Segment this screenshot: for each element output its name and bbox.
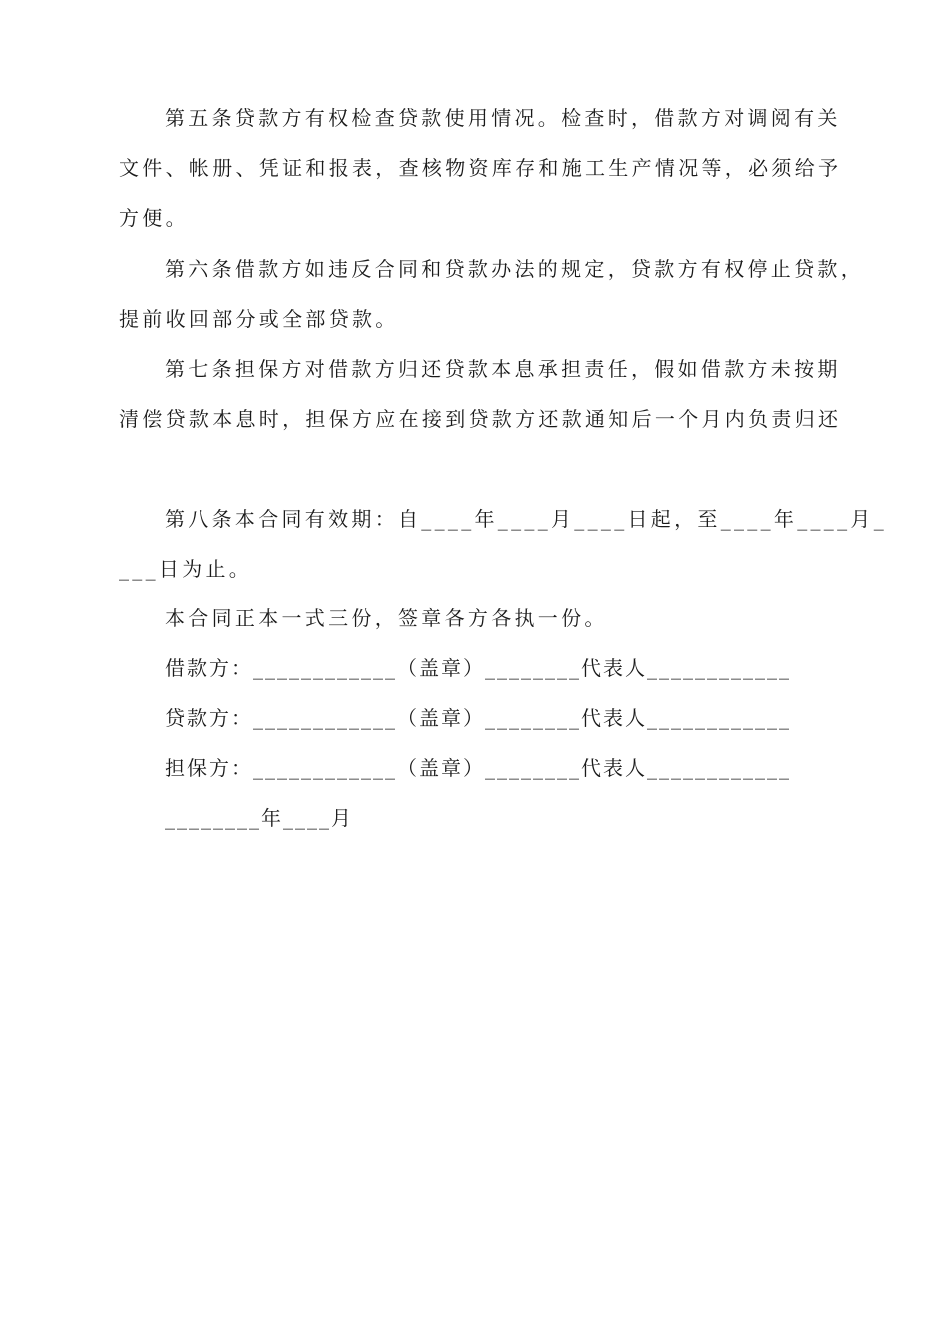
signature-borrower: 借款方：____________（盖章）________代表人____________	[165, 656, 791, 680]
article8-line1: 第八条本合同有效期：自____年____月____日起，至____年____月_	[165, 507, 887, 531]
article5-line1: 第五条贷款方有权检查贷款使用情况。检查时，借款方对调阅有关	[165, 106, 841, 130]
article7-line2: 清偿贷款本息时，担保方应在接到贷款方还款通知后一个月内负责归还	[119, 407, 842, 431]
article7-line1: 第七条担保方对借款方归还贷款本息承担责任，假如借款方未按期	[165, 357, 841, 381]
article6-line1: 第六条借款方如违反合同和贷款办法的规定，贷款方有权停止贷款，	[165, 257, 864, 281]
article8-line2: ___日为止。	[119, 557, 253, 581]
signature-lender: 贷款方：____________（盖章）________代表人____________	[165, 706, 791, 730]
date-line: ________年____月	[165, 806, 353, 830]
article6-line2: 提前收回部分或全部贷款。	[119, 307, 399, 331]
article5-line3: 方便。	[119, 206, 189, 230]
article5-line2: 文件、帐册、凭证和报表，查核物资库存和施工生产情况等，必须给予	[119, 156, 842, 180]
copies-clause: 本合同正本一式三份，签章各方各执一份。	[165, 606, 608, 630]
signature-guarantor: 担保方：____________（盖章）________代表人____________	[165, 756, 791, 780]
